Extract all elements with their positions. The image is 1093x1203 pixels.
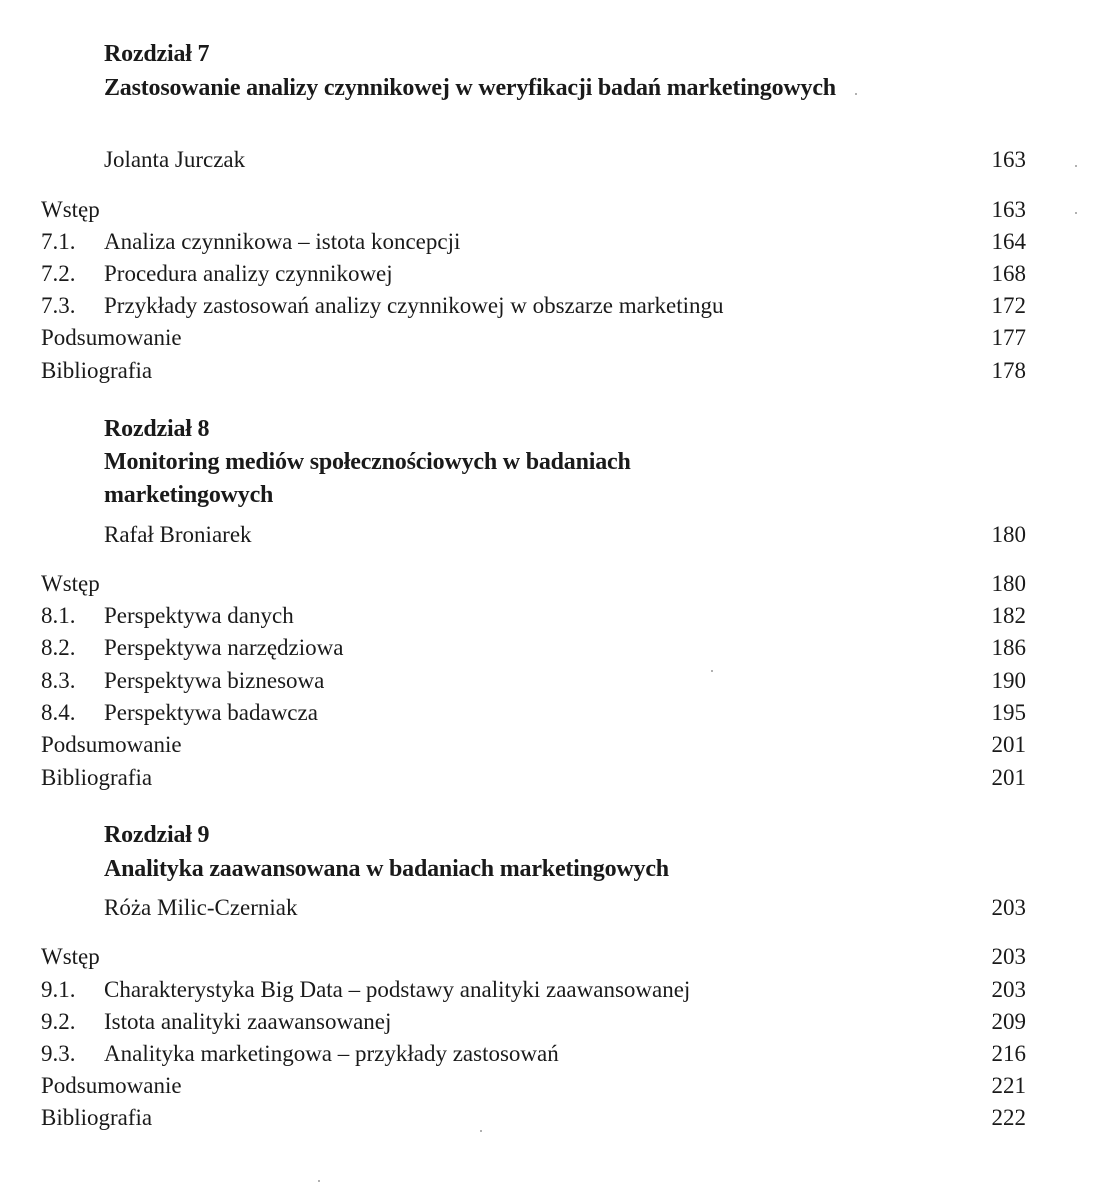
- chapter-title: Analityka zaawansowana w badaniach marketingowych: [104, 856, 669, 882]
- entry-label: Bibliografia: [41, 358, 153, 383]
- section-number: 8.2.: [41, 635, 76, 660]
- scan-speck: [1075, 165, 1077, 167]
- section-number: 9.2.: [41, 1009, 76, 1034]
- toc-entry[interactable]: [0, 355, 1093, 387]
- section-number: 9.3.: [41, 1041, 76, 1066]
- entry-label: Procedura analizy czynnikowej: [104, 261, 393, 286]
- chapter-author-row[interactable]: [0, 144, 1093, 176]
- page-number: 163: [991, 197, 1026, 222]
- section-number: 8.3.: [41, 668, 76, 693]
- page-number: 201: [991, 765, 1026, 790]
- page-number: 164: [991, 229, 1026, 254]
- page-number: 222: [991, 1105, 1026, 1130]
- section-number: 7.1.: [41, 229, 76, 254]
- page-number: 190: [991, 668, 1026, 693]
- chapter-author-row[interactable]: [0, 519, 1093, 551]
- entry-label: Perspektywa narzędziowa: [104, 635, 344, 660]
- page-number: 168: [991, 261, 1026, 286]
- chapter-title: Zastosowanie analizy czynnikowej w weryfikacji badań marketingowych: [104, 75, 836, 101]
- page-number: 209: [991, 1009, 1026, 1034]
- toc-entry[interactable]: [0, 226, 1093, 258]
- toc-entry[interactable]: [0, 941, 1093, 973]
- chapter-heading: Rozdział 9: [104, 822, 210, 848]
- page-number: 195: [991, 700, 1026, 725]
- chapter-author: Jolanta Jurczak: [104, 147, 246, 172]
- section-number: 8.4.: [41, 700, 76, 725]
- entry-label: Wstęp: [41, 571, 100, 596]
- scan-speck: [855, 93, 857, 95]
- page-number: 182: [991, 603, 1026, 628]
- section-number: 9.1.: [41, 977, 76, 1002]
- toc-entry[interactable]: [0, 974, 1093, 1006]
- page-number: 203: [991, 944, 1026, 969]
- page-number: 177: [991, 325, 1026, 350]
- toc-entry[interactable]: [0, 1102, 1093, 1134]
- section-number: 8.1.: [41, 603, 76, 628]
- section-number: 7.3.: [41, 293, 76, 318]
- chapter-heading: Rozdział 8: [104, 416, 210, 442]
- scan-speck: [711, 670, 713, 672]
- page-number: 178: [991, 358, 1026, 383]
- chapter-title: Monitoring mediów społecznościowych w badaniach marketingowych: [104, 449, 631, 508]
- toc-entry[interactable]: [0, 762, 1093, 794]
- section-number: 7.2.: [41, 261, 76, 286]
- toc-entry[interactable]: [0, 729, 1093, 761]
- toc-entry[interactable]: [0, 258, 1093, 290]
- entry-label: Bibliografia: [41, 765, 153, 790]
- entry-label: Wstęp: [41, 197, 100, 222]
- entry-label: Wstęp: [41, 944, 100, 969]
- entry-label: Podsumowanie: [41, 732, 182, 757]
- page-number: 180: [991, 522, 1026, 547]
- entry-label: Perspektywa danych: [104, 603, 294, 628]
- toc-entry[interactable]: [0, 632, 1093, 664]
- toc-entry[interactable]: [0, 1070, 1093, 1102]
- entry-label: Perspektywa biznesowa: [104, 668, 325, 693]
- toc-entry[interactable]: [0, 697, 1093, 729]
- toc-entry[interactable]: [0, 290, 1093, 322]
- toc-entry[interactable]: [0, 322, 1093, 354]
- toc-entry[interactable]: [0, 194, 1093, 226]
- entry-label: Istota analityki zaawansowanej: [104, 1009, 392, 1034]
- chapter-author: Rafał Broniarek: [104, 522, 252, 547]
- entry-label: Perspektywa badawcza: [104, 700, 318, 725]
- page-number: 163: [991, 147, 1026, 172]
- page-number: 203: [991, 895, 1026, 920]
- page-number: 216: [991, 1041, 1026, 1066]
- entry-label: Bibliografia: [41, 1105, 153, 1130]
- chapter-author-row[interactable]: [0, 892, 1093, 924]
- page-number: 172: [991, 293, 1026, 318]
- page-number: 180: [991, 571, 1026, 596]
- toc-entry[interactable]: [0, 1038, 1093, 1070]
- toc-entry[interactable]: [0, 665, 1093, 697]
- toc-entry[interactable]: [0, 568, 1093, 600]
- scan-speck: [480, 1130, 482, 1132]
- entry-label: Analityka marketingowa – przykłady zastosowań: [104, 1041, 559, 1066]
- chapter-author: Róża Milic-Czerniak: [104, 895, 298, 920]
- scan-speck: [318, 1180, 320, 1182]
- entry-label: Przykłady zastosowań analizy czynnikowej w obszarze marketingu: [104, 293, 724, 318]
- entry-label: Podsumowanie: [41, 1073, 182, 1098]
- page-number: 201: [991, 732, 1026, 757]
- entry-label: Podsumowanie: [41, 325, 182, 350]
- page-number: 203: [991, 977, 1026, 1002]
- page-number: 221: [991, 1073, 1026, 1098]
- scan-speck: [1075, 212, 1077, 214]
- toc-entry[interactable]: [0, 1006, 1093, 1038]
- chapter-heading: Rozdział 7: [104, 41, 210, 67]
- toc-entry[interactable]: [0, 600, 1093, 632]
- entry-label: Analiza czynnikowa – istota koncepcji: [104, 229, 461, 254]
- entry-label: Charakterystyka Big Data – podstawy analityki zaawansowanej: [104, 977, 691, 1002]
- page-number: 186: [991, 635, 1026, 660]
